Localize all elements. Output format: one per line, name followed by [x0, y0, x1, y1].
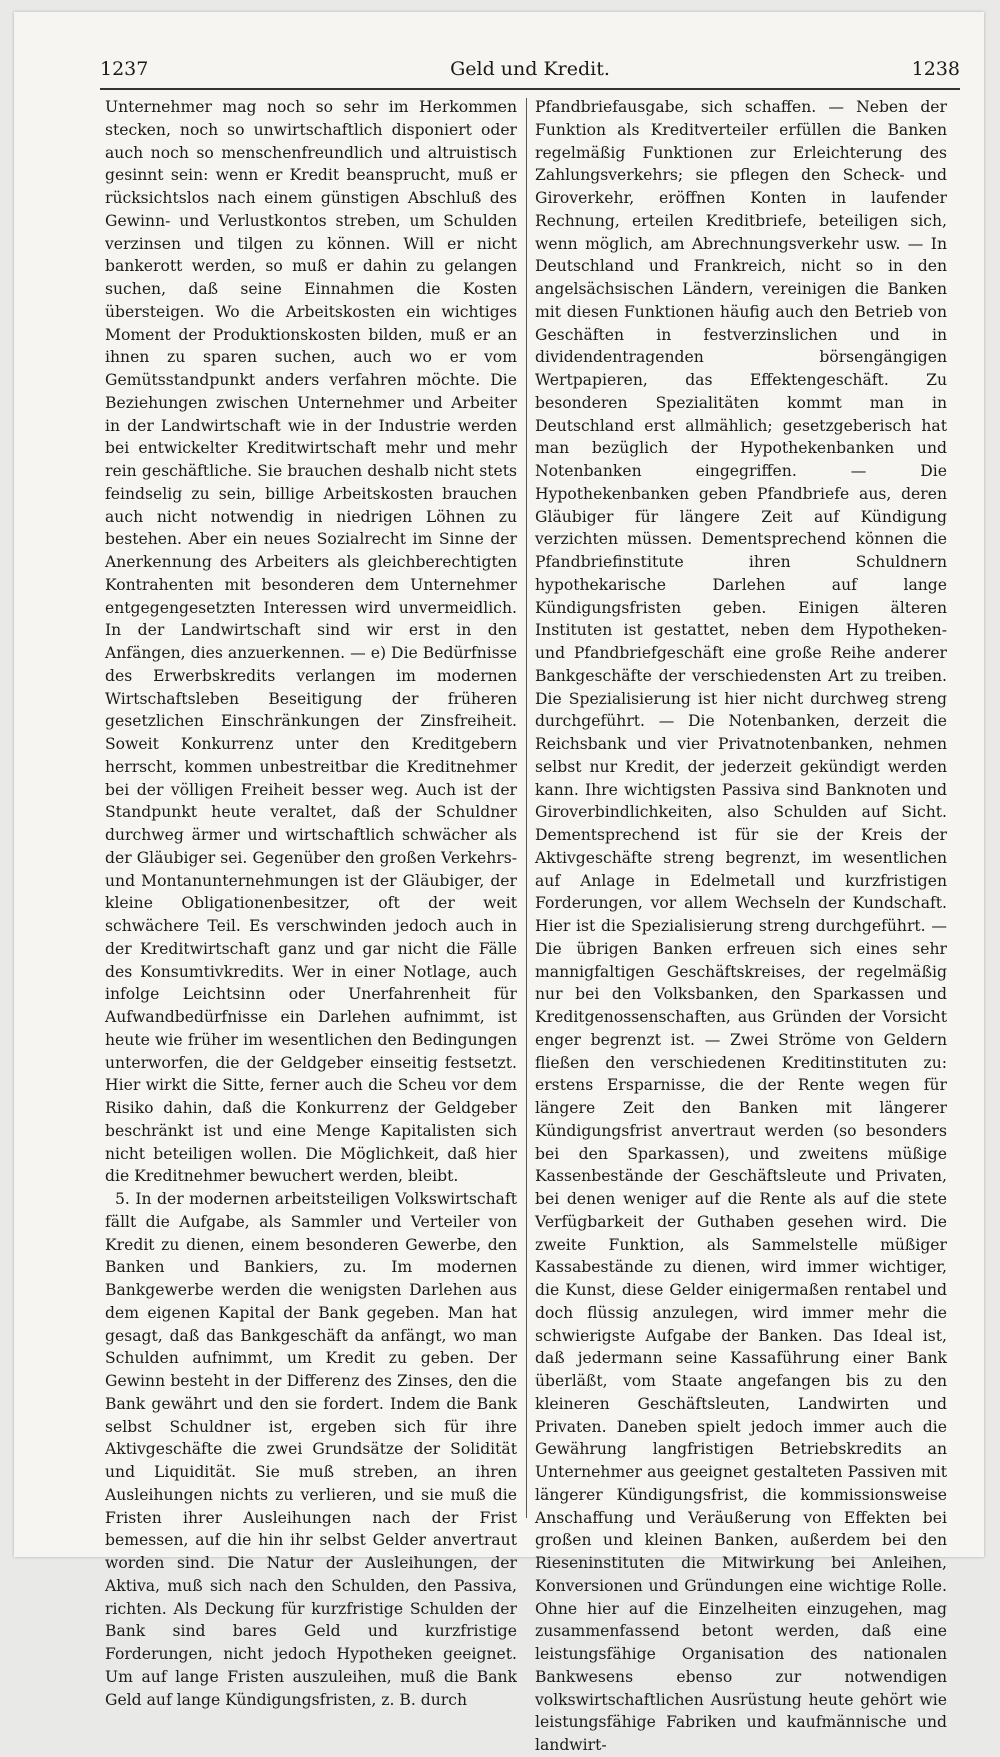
header-rule: [100, 88, 960, 90]
left-column: [105, 96, 517, 1711]
running-title: Geld und Kredit.: [450, 58, 610, 80]
page-number-right: 1238: [911, 58, 960, 80]
running-header: [100, 52, 960, 88]
right-paragraph-1: Pfandbriefausgabe, sich schaffen. — Neben der Funktion als Kreditverteiler erfüllen die Banken regelmäßig Funktionen zur Erleichterung des Zahlungsverkehrs; sie pflegen den Scheck- und Giroverkehr, eröffnen Konten in laufender Rechnung, erteilen Kreditbriefe, beteiligen sich, wenn möglich, am Abrechnungsverkehr usw. — In Deutschland und Frankreich, nicht so in den angelsächsischen Ländern, vereinigen die Banken mit diesen Funktionen häufig auch den Betrieb von Geschäften in festverzinslichen und in dividendentragenden börsengängigen Wertpapieren, das Effektengeschäft. Zu besonderen Spezialitäten kommt man in Deutschland erst allmählich; gesetzgeberisch hat man bezüglich der Hypothekenbanken und Notenbanken eingegriffen. — Die Hypothekenbanken geben Pfandbriefe aus, deren Gläubiger für längere Zeit auf Kündigung verzichten müssen. Dementsprechend können die Pfandbriefinstitute ihren Schuldnern hypothekarische Darlehen auf lange Kündigungsfristen geben. Einigen älteren Instituten ist gestattet, neben dem Hypotheken- und Pfandbriefgeschäft eine große Reihe anderer Bankgeschäfte der verschiedensten Art zu treiben. Die Spezialisierung ist hier nicht durchweg streng durchgeführt. — Die Notenbanken, derzeit die Reichsbank und vier Privatnotenbanken, nehmen selbst nur Kredit, der jederzeit gekündigt werden kann. Ihre wichtigsten Passiva sind Banknoten und Giroverbindlichkeiten, also Schulden auf Sicht. Dementsprechend ist für sie der Kreis der Aktivgeschäfte streng begrenzt, im wesentlichen auf Anlage in Edelmetall und kurzfristigen Forderungen, vor allem Wechseln der Kundschaft. Hier ist die Spezialisierung streng durchgeführt. — Die übrigen Banken erfreuen sich eines sehr mannigfaltigen Geschäftskreises, der regelmäßig nur bei den Volksbanken, den Sparkassen und Kreditgenossenschaften, aus Gründen der Vorsicht enger begrenzt ist. — Zwei Ströme von Geldern fließen den verschiedenen Kreditinstituten zu: erstens Ersparnisse, die der Rente wegen für längere Zeit den Banken mit längerer Kündigungsfrist anvertraut werden (so besonders bei den Sparkassen), und zweitens müßige Kassenbestände der Geschäftsleute und Privaten, bei denen weniger auf die Rente als auf die stete Verfügbarkeit der Guthaben gesehen wird. Die zweite Funktion, als Sammelstelle müßiger Kassabestände zu dienen, wird immer wichtiger, die Kunst, diese Gelder einigermaßen rentabel und doch flüssig anzulegen, wird immer mehr die schwierigste Aufgabe der Banken. Das Ideal ist, daß jedermann seine Kassaführung einer Bank überläßt, vom Staate angefangen bis zu den kleineren Geschäftsleuten, Landwirten und Privaten. Daneben spielt jedoch immer auch die Gewährung langfristigen Betriebskredits an Unternehmer aus geeignet gestalteten Passiven mit längerer Kündigungsfrist, die kommissionsweise Anschaffung und Veräußerung von Effekten bei großen und kleinen Banken, außerdem bei den Rieseninstituten die Mitwirkung bei Anleihen, Konversionen und Gründungen eine wichtige Rolle. Ohne hier auf die Einzelheiten einzugehen, mag zusammenfassend betont werden, daß eine leistungsfähige Organisation des nationalen Bankwesens ebenso zur notwendigen volkswirtschaftlichen Ausrüstung heute gehört wie leistungsfähige Fabriken und kaufmännische und landwirt-: [535, 98, 947, 1754]
left-paragraph-2: 5. In der modernen arbeitsteiligen Volkswirtschaft fällt die Aufgabe, als Sammler und Verteiler von Kredit zu dienen, einem besonderen Gewerbe, den Banken und Bankiers, zu. Im modernen Bankgewerbe werden die wenigsten Darlehen aus dem eigenen Kapital der Bank gegeben. Man hat gesagt, daß das Bankgeschäft da anfängt, wo man Schulden aufnimmt, um Kredit zu geben. Der Gewinn besteht in der Differenz des Zinses, den die Bank gewährt und den sie fordert. Indem die Bank selbst Schuldner ist, ergeben sich für ihre Aktivgeschäfte die zwei Grundsätze der Solidität und Liquidität. Sie muß streben, an ihren Ausleihungen nichts zu verlieren, und sie muß die Fristen ihrer Ausleihungen nach der Frist bemessen, auf die hin ihr selbst Gelder anvertraut worden sind. Die Natur der Ausleihungen, der Aktiva, muß sich nach den Schulden, den Passiva, richten. Als Deckung für kurzfristige Schulden der Bank sind bares Geld und kurzfristige Forderungen, nicht jedoch Hypotheken geeignet. Um auf lange Fristen auszuleihen, muß die Bank Geld auf lange Kündigungsfristen, z. B. durch: [105, 1190, 517, 1709]
column-divider: [526, 98, 527, 1518]
left-paragraph-1: Unternehmer mag noch so sehr im Herkommen stecken, noch so unwirtschaftlich disponiert oder auch noch so menschenfreundlich und altruistisch gesinnt sein: wenn er Kredit beansprucht, muß er rücksichtslos nach einem günstigen Abschluß des Gewinn- und Verlustkontos streben, um Schulden verzinsen und tilgen zu können. Will er nicht bankerott werden, so muß er dahin zu gelangen suchen, daß seine Einnahmen die Kosten übersteigen. Wo die Arbeitskosten ein wichtiges Moment der Produktionskosten bilden, muß er an ihnen zu sparen suchen, auch wo er vom Gemütsstandpunkt anders verfahren möchte. Die Beziehungen zwischen Unternehmer und Arbeiter in der Landwirtschaft wie in der Industrie werden bei entwickelter Kreditwirtschaft mehr und mehr rein geschäftliche. Sie brauchen deshalb nicht stets feindselig zu sein, billige Arbeitskosten brauchen auch nicht notwendig in niedrigen Löhnen zu bestehen. Aber ein neues Sozialrecht im Sinne der Anerkennung des Arbeiters als gleichberechtigten Kontrahenten mit besonderen dem Unternehmer entgegengesetzten Interessen wird unvermeidlich. In der Landwirtschaft sind wir erst in den Anfängen, dies anzuerkennen. — e) Die Bedürfnisse des Erwerbskredits verlangen im modernen Wirtschaftsleben Beseitigung der früheren gesetzlichen Einschränkungen der Zinsfreiheit. Soweit Konkurrenz unter den Kreditgebern herrscht, kommen unbestreitbar die Kreditnehmer bei der völligen Freiheit besser weg. Auch ist der Standpunkt heute veraltet, daß der Schuldner durchweg ärmer und wirtschaftlich schwächer als der Gläubiger sei. Gegenüber den großen Verkehrs- und Montanunternehmungen ist der Gläubiger, der kleine Obligationenbesitzer, oft der weit schwächere Teil. Es verschwinden jedoch auch in der Kreditwirtschaft ganz und gar nicht die Fälle des Konsumtivkredits. Wer in einer Notlage, auch infolge Leichtsinn oder Unerfahrenheit für Aufwandbedürfnisse ein Darlehen aufnimmt, ist heute wie früher im wesentlichen den Bedingungen unterworfen, die der Geldgeber einseitig festsetzt. Hier wirkt die Sitte, ferner auch die Scheu vor dem Risiko dahin, daß die Konkurrenz der Geldgeber beschränkt ist und eine Menge Kapitalisten sich nicht beteiligen wollen. Die Möglichkeit, daß hier die Kreditnehmer bewuchert werden, bleibt.: [105, 98, 517, 1186]
right-column: [535, 96, 947, 1757]
page-number-left: 1237: [100, 58, 149, 80]
